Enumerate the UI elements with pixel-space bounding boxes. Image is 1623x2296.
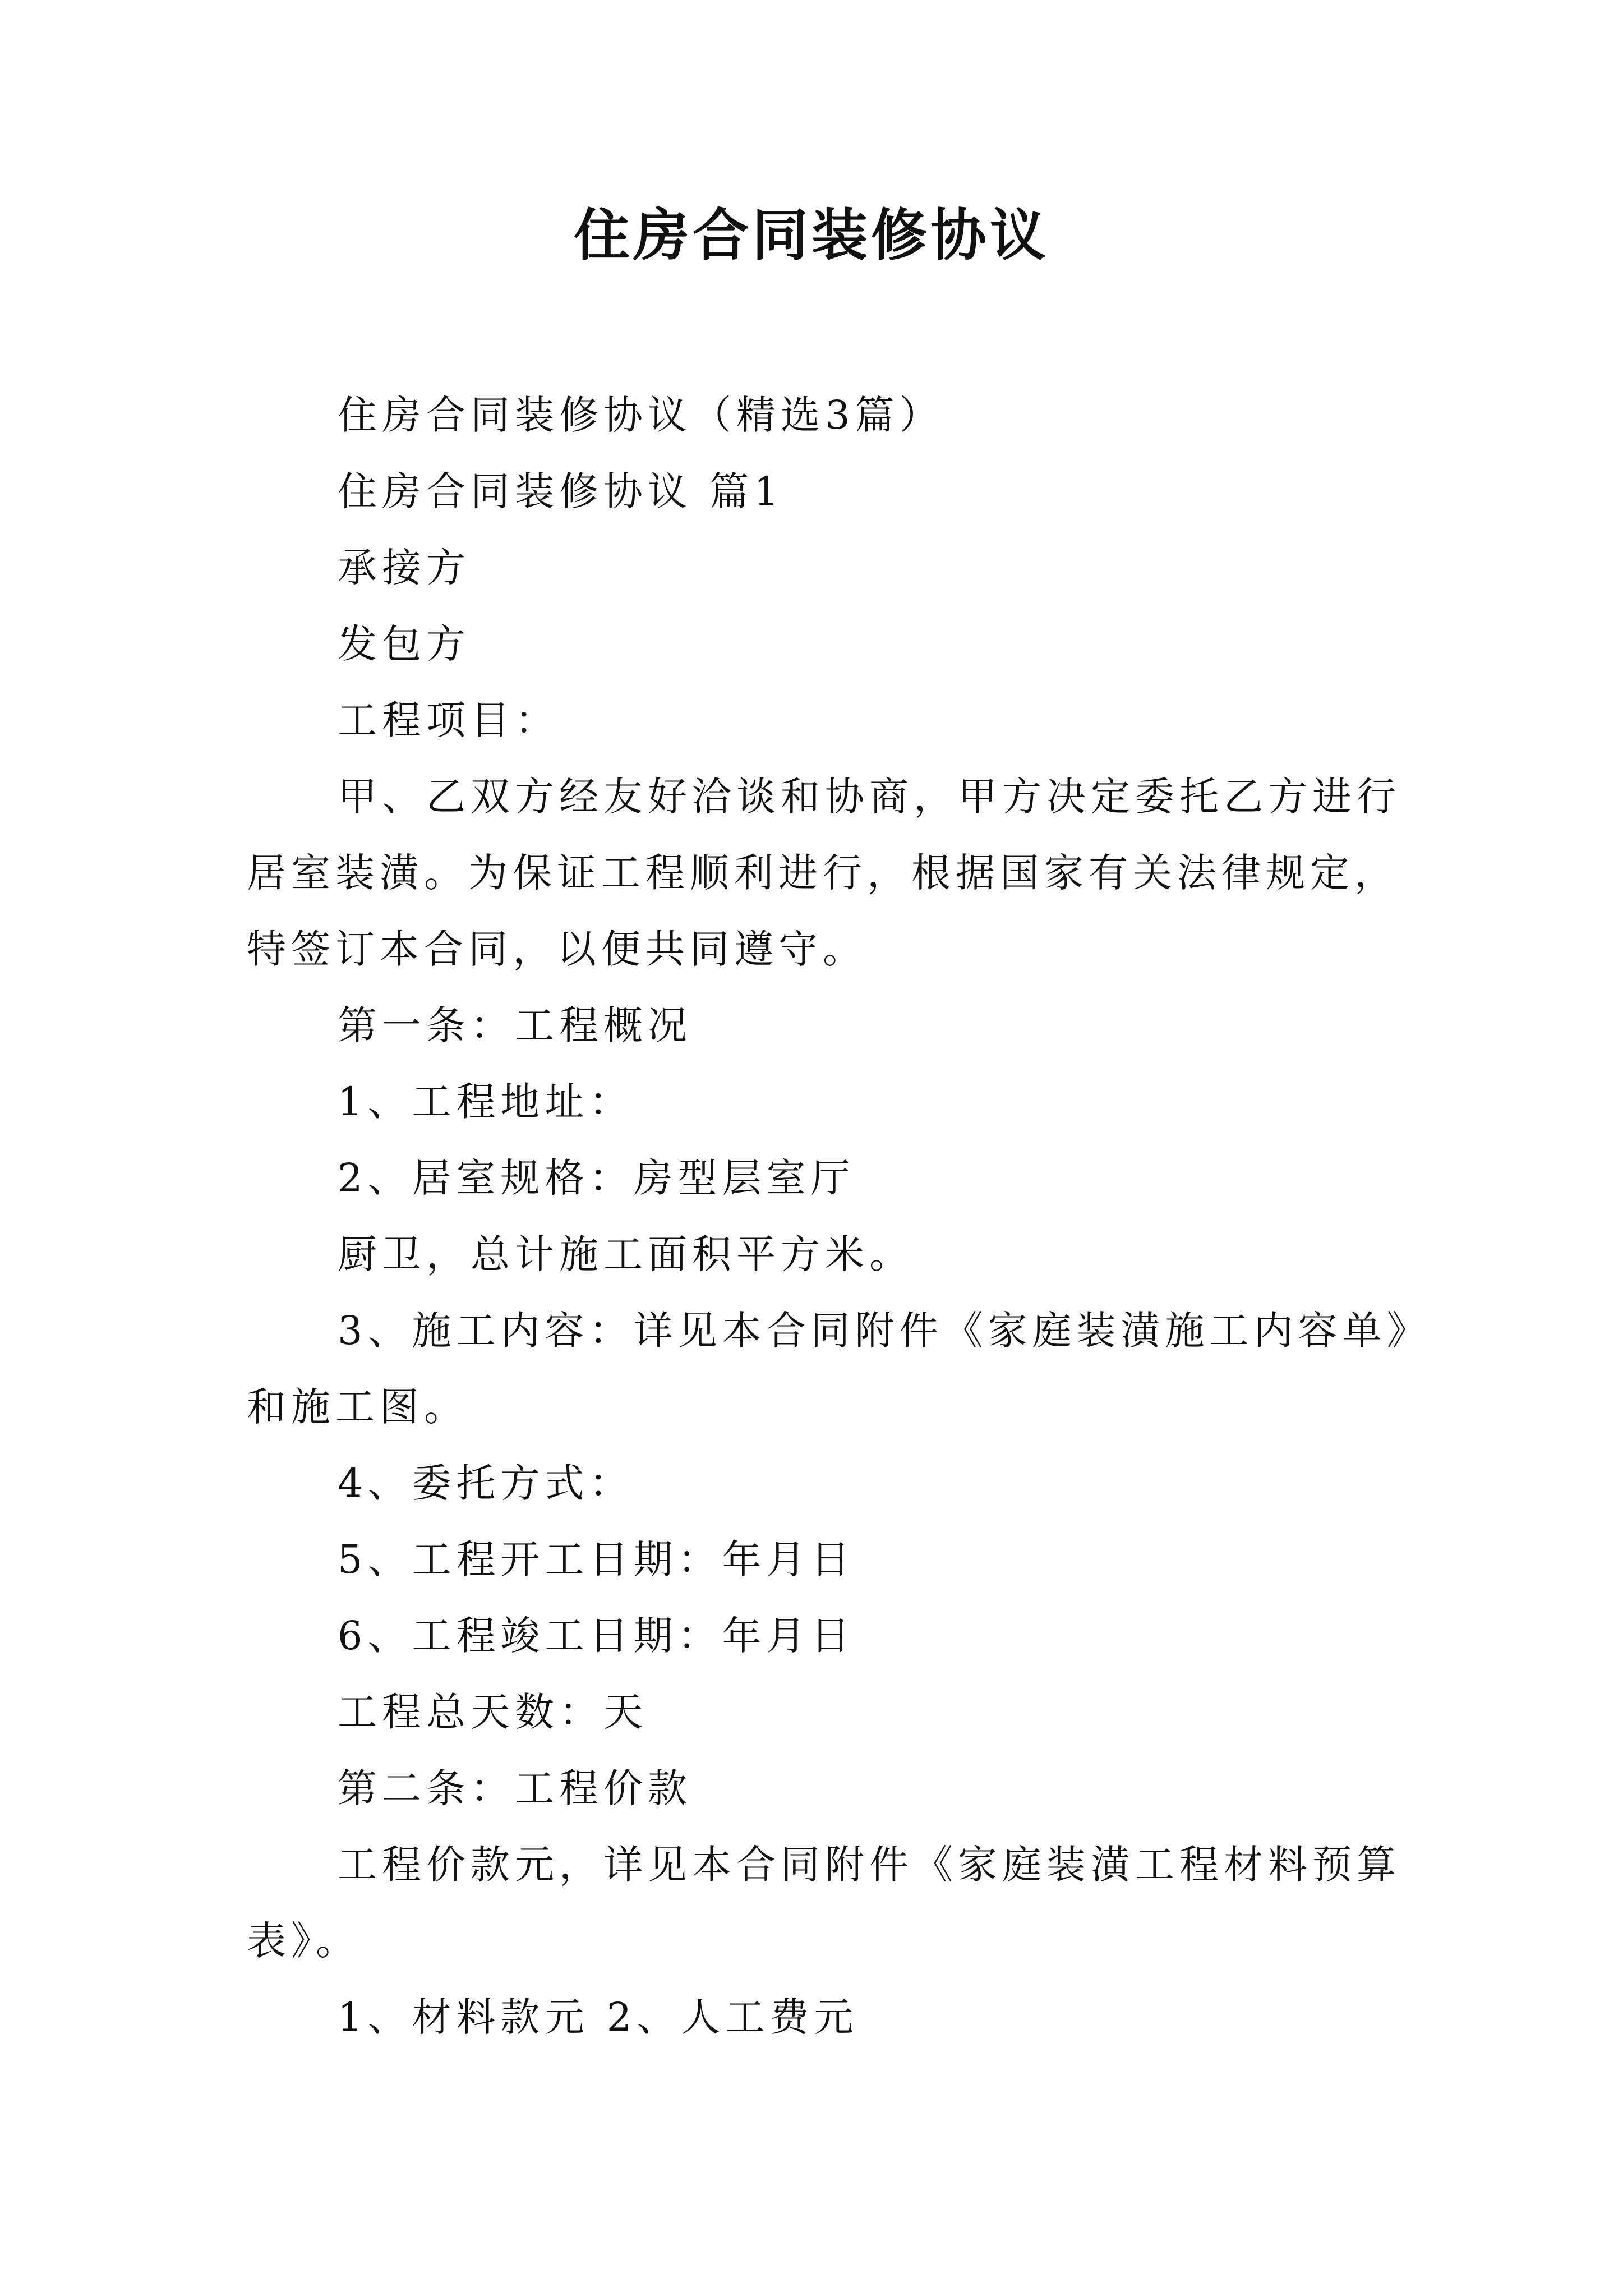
paragraph-cost-items: 1、材料款元 2、人工费元 xyxy=(338,1994,859,2040)
paragraph-section-heading: 住房合同装修协议 篇1 xyxy=(338,468,784,514)
paragraph-contractor: 承接方 xyxy=(338,545,471,591)
paragraph-total-days: 工程总天数：天 xyxy=(338,1689,648,1735)
paragraph-method: 4、委托方式： xyxy=(338,1460,634,1506)
paragraph-address: 1、工程地址： xyxy=(338,1079,634,1125)
paragraph-article-2: 第二条：工程价款 xyxy=(338,1765,692,1811)
paragraph-subtitle: 住房合同装修协议（精选3篇） xyxy=(338,392,944,438)
paragraph-article-1: 第一条：工程概况 xyxy=(338,1002,692,1048)
document-body xyxy=(247,377,1413,2055)
paragraph-area: 厨卫，总计施工面积平方米。 xyxy=(338,1231,914,1277)
paragraph-start-date: 5、工程开工日期：年月日 xyxy=(338,1536,855,1582)
paragraph-project: 工程项目： xyxy=(338,697,559,743)
paragraph-end-date: 6、工程竣工日期：年月日 xyxy=(338,1613,855,1659)
document-title: 住房合同装修协议 xyxy=(574,203,1049,268)
paragraph-client: 发包方 xyxy=(338,621,471,667)
paragraph-preamble: 甲、乙双方经友好洽谈和协商，甲方决定委托乙方进行居室装潢。为保证工程顺利进行，根据国家有关法律规定，特签订本合同，以便共同遵守。 xyxy=(247,774,1401,972)
paragraph-content: 3、施工内容：详见本合同附件《家庭装潢施工内容单》和施工图。 xyxy=(247,1308,1412,1430)
paragraph-price: 工程价款元，详见本合同附件《家庭装潢工程材料预算表》。 xyxy=(247,1842,1401,1964)
paragraph-room-spec: 2、居室规格：房型层室厅 xyxy=(338,1155,855,1201)
